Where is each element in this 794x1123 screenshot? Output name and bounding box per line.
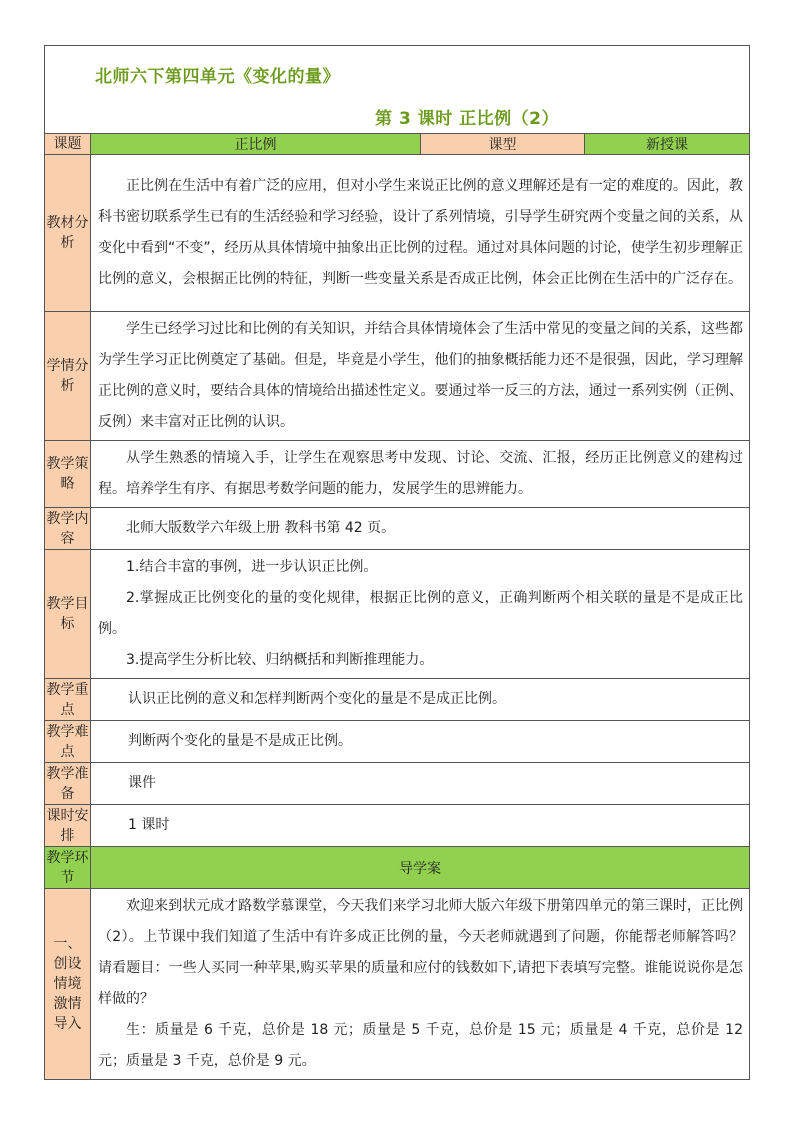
goals-label — [45, 550, 91, 679]
topic-value: 正比例 — [91, 134, 421, 155]
unit-title: 北师六下第四单元《变化的量》 — [95, 67, 340, 87]
content-text-cell — [91, 508, 750, 550]
step1-label-text: 一、创设情境激情导入 — [53, 936, 82, 1032]
step1-text-cell — [91, 889, 750, 1080]
prep-text: 课件 — [91, 763, 750, 805]
material-text-cell — [91, 155, 750, 312]
lesson-plan-table — [44, 45, 750, 1080]
goal-item-3: 3.提高学生分析比较、归纳概括和判断推理能力。 — [126, 652, 434, 668]
students-text: 学生已经学习过比和比例的有关知识，并结合具体情境体会了生活中常见的变量之间的关系，这些都为学生学习正比例奠定了基础。但是，毕竟是小学生，他们的抽象概括能力还不是很强，因此，学习理解正比例的意义时，要结合具体的情境给出描述性定义。要通过举一反三的方法，通过一系列实例（正例、反例）来丰富对正比例的认识。 — [98, 321, 743, 430]
step1-label — [45, 889, 91, 1080]
students-label-text: 学情分析 — [46, 358, 89, 394]
material-text: 正比例在生活中有着广泛的应用，但对小学生来说正比例的意义理解还是有一定的难度的。因此，教科书密切联系学生已有的生活经验和学习经验，设计了系列情境，引导学生研究两个变量之间的关系，从变化中看到“不变”，经历从具体情境中抽象出正比例的过程。通过对具体问题的讨论，使学生初步理解正比例的意义，会根据正比例的特征，判断一些变量关系是否成正比例，体会正比例在生活中的广泛存在。 — [98, 178, 743, 287]
students-text-cell — [91, 312, 750, 441]
goal-item-1: 1.结合丰富的事例，进一步认识正比例。 — [126, 559, 378, 575]
goals-label-text: 教学目标 — [46, 596, 89, 632]
type-value: 新授课 — [585, 134, 750, 155]
process-label — [45, 847, 91, 889]
type-label: 课型 — [421, 134, 585, 155]
content-text: 北师大版数学六年级上册 教科书第 42 页。 — [126, 520, 396, 536]
strategy-label-text: 教学策略 — [46, 456, 89, 492]
hours-text: 1 课时 — [91, 805, 750, 847]
material-label — [45, 155, 91, 312]
prep-label — [45, 763, 91, 805]
goals-text-cell — [91, 550, 750, 679]
strategy-text: 从学生熟悉的情境入手，让学生在观察思考中发现、讨论、交流、汇报，经历正比例意义的建构过程。培养学生有序、有据思考数学问题的能力，发展学生的思辨能力。 — [98, 450, 743, 497]
difficulty-label — [45, 721, 91, 763]
lesson-title: 第 3 课时 正比例（2） — [375, 109, 559, 129]
students-label — [45, 312, 91, 441]
content-label — [45, 508, 91, 550]
process-header: 导学案 — [91, 847, 750, 889]
strategy-text-cell — [91, 441, 750, 508]
lesson-plan-sheet — [44, 45, 749, 1080]
title-cell — [45, 46, 750, 134]
prep-label-text: 教学准备 — [46, 765, 89, 802]
key-label — [45, 679, 91, 721]
step1-para1: 欢迎来到状元成才路数学慕课堂，今天我们来学习北师大版六年级下册第四单元的第三课时，正比例（2）。上节课中我们知道了生活中有许多成正比例的量，今天老师就遇到了问题，你能帮老师解答吗？请看题目：一些人买同一种苹果,购买苹果的质量和应付的钱数如下,请把下表填写完整。谁能说说你是怎样做的？ — [98, 898, 743, 1007]
hours-label-text: 课时安排 — [46, 807, 89, 844]
key-text: 认识正比例的意义和怎样判断两个变化的量是不是成正比例。 — [91, 679, 750, 721]
goal-item-2: 2.掌握成正比例变化的量的变化规律，根据正比例的意义，正确判断两个相关联的量是不是成正比例。 — [98, 590, 743, 637]
step1-para2: 生：质量是 6 千克，总价是 18 元；质量是 5 千克，总价是 15 元；质量是 4 千克，总价是 12 元；质量是 3 千克，总价是 9 元。 — [98, 1022, 743, 1069]
strategy-label — [45, 441, 91, 508]
material-label-text: 教材分析 — [46, 215, 89, 251]
difficulty-label-text: 教学难点 — [46, 723, 89, 760]
difficulty-text: 判断两个变化的量是不是成正比例。 — [91, 721, 750, 763]
process-label-text: 教学环节 — [46, 849, 89, 886]
content-label-text: 教学内容 — [46, 510, 89, 547]
key-label-text: 教学重点 — [46, 681, 89, 718]
hours-label — [45, 805, 91, 847]
topic-label: 课题 — [45, 134, 91, 155]
